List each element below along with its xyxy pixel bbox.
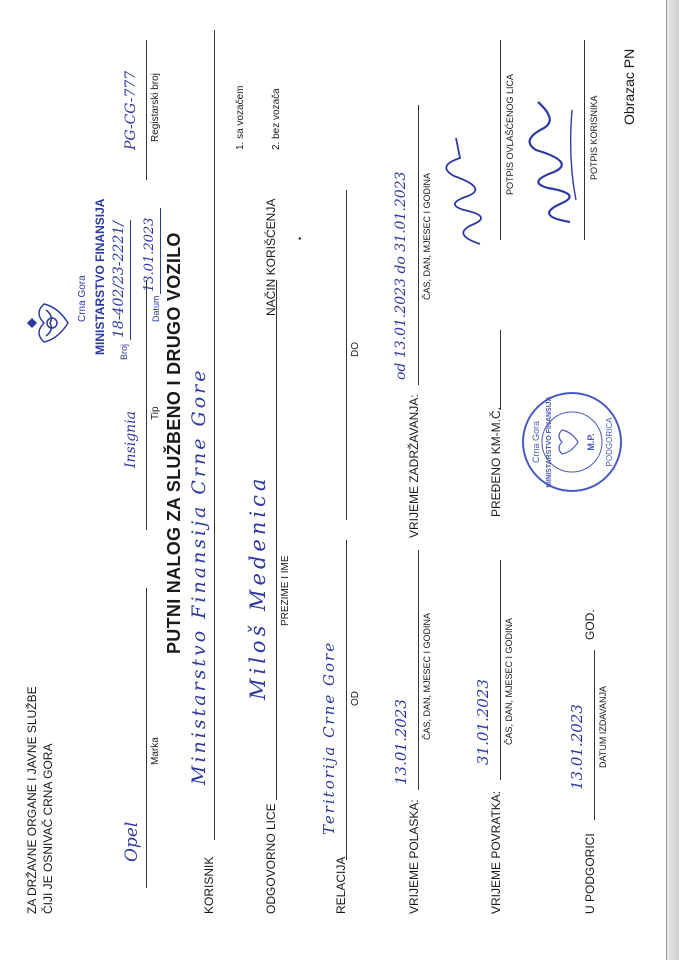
zadrzavanje-line [418,105,419,385]
nacin-label: NAČIN KORIŠĆENJA [264,198,278,316]
vehicle-tip-label: Tip [150,406,161,420]
marka-line [146,588,147,888]
user-signature-label: POTPIS KORISNIKA [589,95,599,180]
zadrzavanje-sublabel: ČAS, DAN, MJESEC I GODINA [422,172,432,300]
broj-underline [130,220,131,340]
user-signature [526,90,588,230]
ministry-stamp [520,390,624,494]
issuer-country: Crna Gora [77,275,88,322]
tip-line [146,280,147,530]
predjeno-line [500,330,501,410]
korisnik-value: Ministarstvo Finansija Crne Gore [188,367,210,785]
authorized-signature-label: POTPIS OVLAŠĆENOG LICA [505,73,515,195]
nacin-option2: 2. bez vozača [271,88,282,150]
nacin-option1: 1. sa vozačem [235,85,246,150]
issuer-datum-value: 13.01.2023 [142,217,157,292]
korisnik-label: KORISNIK [202,856,216,914]
relacija-od-value: Teritorija Crne Gore [320,640,338,835]
issuer-broj-label: Broj [119,343,129,360]
zadrzavanje-label: VRIJEME ZADRŽAVANJA: [407,394,421,538]
povratak-sublabel: ČAS, DAN, MJESEC I GODINA [504,617,514,745]
polazak-label: VRIJEME POLASKA: [407,799,421,914]
izdavanje-place-label: U PODGORICI [583,833,597,914]
header-org-line2: ČIJI JE OSNIVAČ CRNA GORA [41,743,55,914]
povratak-label: VRIJEME POVRATKA: [489,790,503,914]
datum-underline [160,208,161,294]
stamp-city: PODGORICA [605,417,614,467]
form-title: PUTNI NALOG ZA SLUŽBENO I DRUGO VOZILO [164,232,184,654]
predjeno-label: PREĐENO KM-M.Č. [489,406,503,517]
issuer-broj-value: 18-402/23-2221/ [111,221,127,338]
odgovorno-sublabel: PREZIME I IME [280,555,291,626]
reg-line [146,40,147,180]
scan-page-edge [667,0,679,960]
issuer-datum-label: Datum [151,295,161,322]
povratak-line [500,560,501,780]
relacija-od-line [346,540,347,860]
povratak-value: 31.01.2023 [474,679,492,765]
stamp-center: M.P. [586,433,596,451]
relacija-do-line [346,190,347,520]
relacija-do-label: DO [350,342,361,357]
relacija-od-label: OD [350,691,361,706]
polazak-line [418,550,419,790]
vehicle-reg-label: Registarski broj [150,73,161,142]
izdavanje-sublabel: DATUM IZDAVANJA [598,685,608,768]
odgovorno-label: ODGOVORNO LICE [264,803,278,914]
vehicle-tip-value: Insignia [123,410,139,468]
travel-order-form [10,10,650,940]
polazak-sublabel: ČAS, DAN, MJESEC I GODINA [422,612,432,740]
vehicle-reg-value: PG-CG-777 [123,70,139,150]
izdavanje-line [594,650,595,820]
zadrzavanje-value: od 13.01.2023 do 31.01.2023 [393,171,409,380]
authorized-signature [440,130,500,250]
vehicle-marka-label: Marka [150,737,161,765]
izdavanje-god-label: GOD. [583,609,597,640]
izdavanje-value: 13.01.2023 [568,704,586,790]
user-signature-line [584,40,585,240]
header-org-line1: ZA DRŽAVNE ORGANE I JAVNE SLUŽBE [25,686,39,914]
odgovorno-line [276,280,277,800]
korisnik-line [214,30,215,840]
stamp-ministry: MINISTARSTVO FINANSIJA [546,396,553,488]
relacija-label: RELACIJA [334,856,348,914]
odgovorno-value: Miloš Medenica [246,474,270,700]
form-code: Obrazac PN [621,48,637,125]
issuer-ministry: MINISTARSTVO FINANSIJA [93,198,107,355]
stamp-top-text: Crna Gora [531,420,541,464]
coat-of-arms-icon [22,296,76,350]
authorized-signature-line [500,40,501,240]
polazak-value: 13.01.2023 [392,699,410,785]
vehicle-marka-value: Opel [122,821,142,862]
nacin-dot: • [295,236,305,240]
